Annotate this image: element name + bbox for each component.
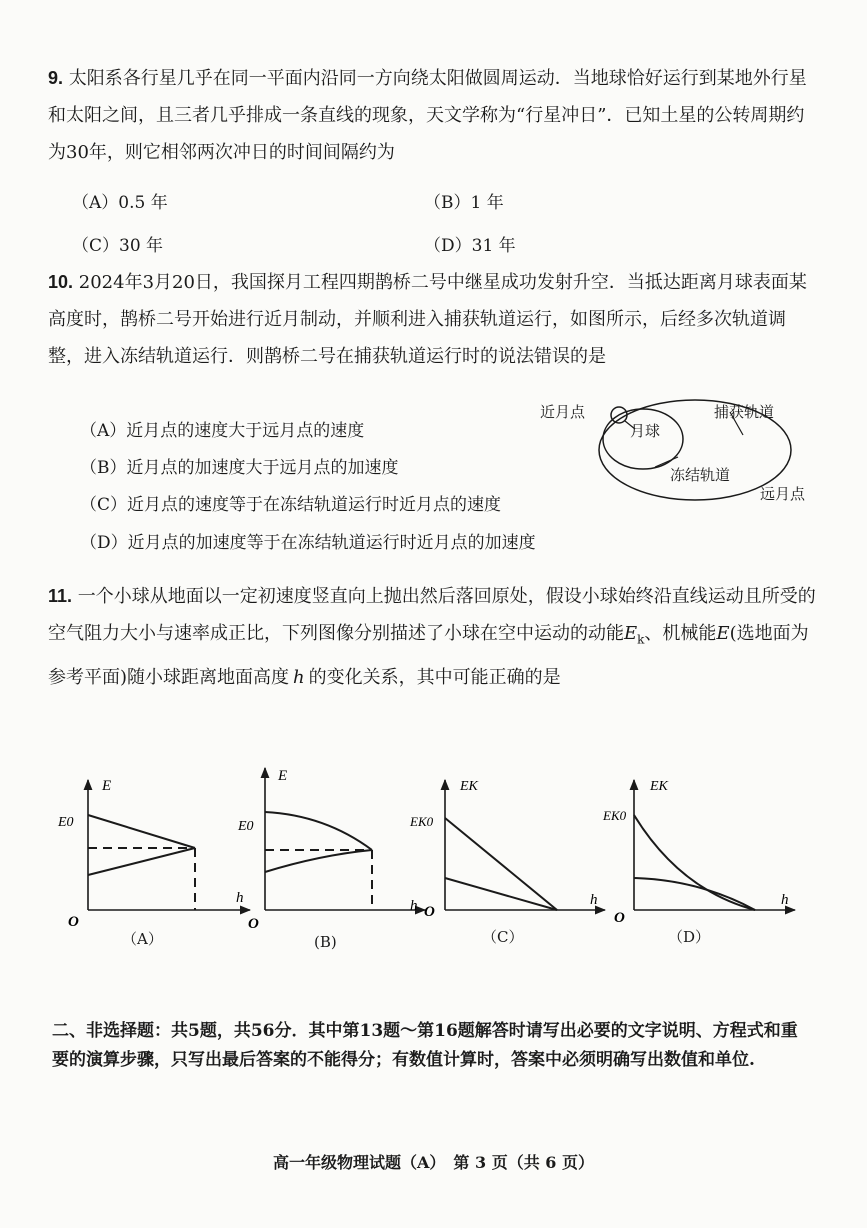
- q10-option-b[interactable]: （B）近月点的加速度大于远月点的加速度: [80, 458, 399, 478]
- question-number: 9.: [48, 68, 64, 88]
- apolune-label: 远月点: [760, 485, 806, 503]
- graph-c-origin: O: [424, 904, 435, 920]
- graph-a-caption: （A）: [122, 930, 163, 948]
- graph-d-y0-label: EK0: [603, 808, 627, 823]
- question-text: 2024年3月20日，我国探月工程四期鹊桥二号中继星成功发射升空．当抵达距离月球表面某高度时，鹊桥二号开始进行近月制动，并顺利进入捕获轨道运行，如图所示，后经多次轨道调整，进入冻结轨道运行．则鹊桥二号在捕获轨道运行时的说法错误的是: [48, 272, 807, 367]
- page-footer: 高一年级物理试题（A） 第 3 页（共 6 页）: [273, 1153, 594, 1172]
- q10-option-c[interactable]: （C）近月点的速度等于在冻结轨道运行时近月点的速度: [80, 495, 502, 515]
- graph-a-y-label: E: [102, 778, 112, 794]
- question-text: 一个小球从地面以一定初速度竖直向上抛出然后落回原处，假设小球始终沿直线运动且所受的空气阻力大小与速率成正比，下列图像分别描述了小球在空中运动的动能: [48, 586, 816, 644]
- q10-option-a[interactable]: （A）近月点的速度大于远月点的速度: [80, 421, 365, 441]
- moon-label: 月球: [630, 422, 661, 440]
- graph-a-origin: O: [68, 914, 79, 930]
- symbol-h: h: [293, 666, 305, 688]
- graph-a-upper-line: [88, 815, 195, 848]
- question-text: (选地面为参考平面)随小球距离地面高度: [48, 623, 809, 688]
- question-text: 太阳系各行星几乎在同一平面内沿同一方向绕太阳做圆周运动．当地球恰好运行到某地外行星和太阳之间，且三者几乎排成一条直线的现象，天文学称为“行星冲日”．已知土星的公转周期约为30年，则它相邻两次冲日的时间间隔约为: [48, 68, 807, 163]
- graph-d-caption: （D）: [668, 928, 711, 946]
- symbol-ek: E: [624, 623, 638, 644]
- graph-b-origin: O: [248, 916, 259, 932]
- question-number: 10.: [48, 272, 74, 292]
- capture-orbit-label: 捕获轨道: [714, 403, 775, 421]
- graph-b-y-label: E: [278, 768, 288, 784]
- graph-d-x-label: h: [781, 892, 789, 908]
- graph-c-y0-label: EK0: [410, 814, 434, 829]
- graph-d-upper-curve: [634, 815, 755, 910]
- graph-b-y0-label: E0: [238, 819, 254, 834]
- graph-c-upper-line: [445, 818, 557, 910]
- q9-option-a[interactable]: （A）0.5 年: [72, 193, 168, 213]
- graph-c-x-label: h: [590, 892, 598, 908]
- symbol-e: E: [716, 623, 730, 644]
- q9-option-d[interactable]: （D）31 年: [424, 236, 516, 256]
- graph-b: [237, 768, 425, 932]
- question-number: 11.: [48, 586, 73, 606]
- graph-d-origin: O: [614, 910, 625, 926]
- graph-c-y-label: EK: [460, 779, 478, 794]
- q10-option-d[interactable]: （D）近月点的加速度等于在冻结轨道运行时近月点的加速度: [80, 533, 536, 553]
- symbol-ek-subscript: k: [637, 632, 645, 647]
- graph-b-lower-curve: [265, 850, 372, 872]
- graph-d: [602, 779, 795, 926]
- graph-b-upper-curve: [265, 812, 372, 850]
- question-11: [48, 578, 818, 696]
- section-2-instructions: 二、非选择题：共5题，共56分．其中第13题～第16题解答时请写出必要的文字说明、方程式和重要的演算步骤，只写出最后答案的不能得分；有数值计算时，答案中必须明确写出数值和单位.: [52, 1021, 798, 1070]
- graph-a-lower-line: [88, 848, 195, 875]
- graph-d-y-label: EK: [650, 779, 668, 794]
- q9-option-c[interactable]: （C）30 年: [72, 236, 164, 256]
- frozen-orbit-label: 冻结轨道: [670, 466, 731, 484]
- graph-a-y0-label: E0: [58, 815, 74, 830]
- perilune-label: 近月点: [540, 403, 586, 421]
- graph-a-x-label: h: [236, 890, 244, 906]
- graph-b-x-label: h: [410, 898, 418, 914]
- graph-b-caption: (B): [314, 933, 337, 951]
- graph-a: [57, 778, 250, 930]
- question-10: [48, 264, 818, 375]
- graph-c-lower-line: [445, 878, 557, 910]
- question-text: 、机械能: [644, 623, 717, 644]
- graph-c: [409, 779, 605, 920]
- graph-c-caption: （C）: [482, 928, 524, 946]
- question-text: 的变化关系，其中可能正确的是: [308, 666, 561, 688]
- question-9: [48, 60, 818, 171]
- q9-option-b[interactable]: （B）1 年: [424, 193, 504, 213]
